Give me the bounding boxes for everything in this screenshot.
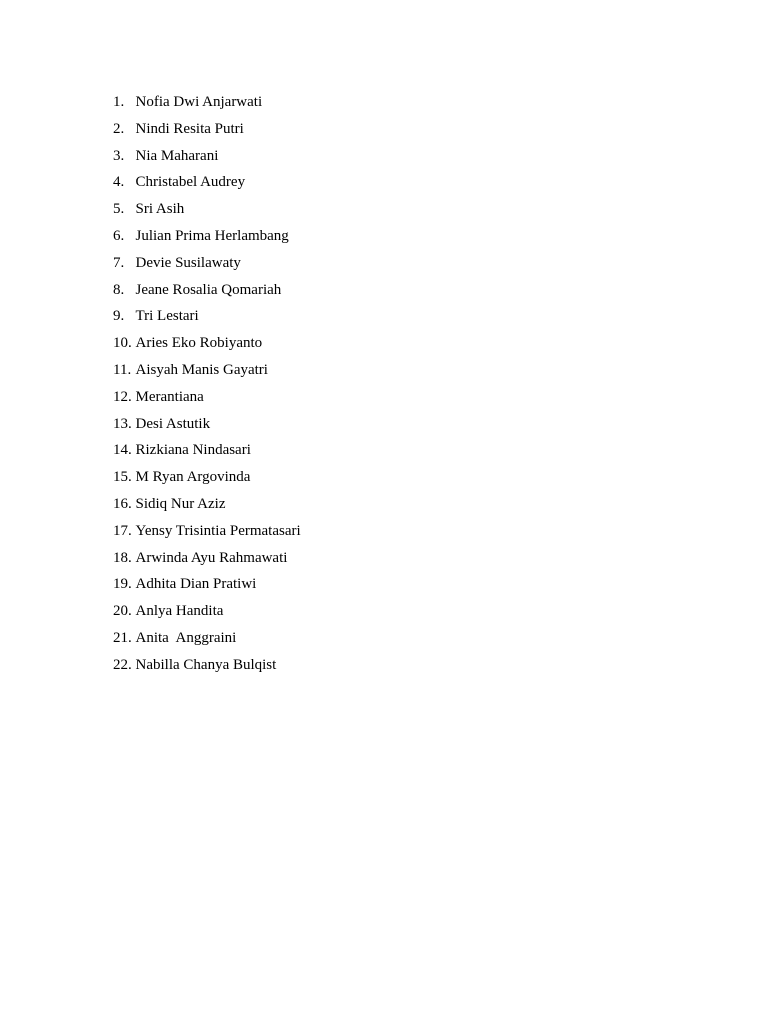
- list-item: [113, 172, 301, 199]
- list-item-number: 14.: [113, 442, 132, 459]
- name-list: [113, 92, 301, 682]
- list-item-name: M Ryan Argovinda: [135, 469, 251, 486]
- list-item-name: Adhita Dian Pratiwi: [135, 576, 257, 593]
- list-item: [113, 387, 301, 414]
- list-item-number: 9.: [113, 308, 125, 325]
- list-item: [113, 494, 301, 521]
- list-item-number: 21.: [113, 629, 132, 646]
- list-item-name: Devie Susilawaty: [135, 254, 241, 271]
- list-item: [113, 280, 301, 307]
- list-item-name: Aisyah Manis Gayatri: [135, 361, 268, 378]
- list-item-name: Merantiana: [135, 388, 204, 405]
- list-item-name: Anlya Handita: [135, 603, 224, 620]
- list-item-number: 13.: [113, 415, 132, 432]
- list-item-number: 2.: [113, 120, 125, 137]
- list-item-name: Nia Maharani: [135, 147, 219, 164]
- list-item-name: Julian Prima Herlambang: [135, 227, 289, 244]
- list-item-name: Nindi Resita Putri: [135, 120, 244, 137]
- list-item-name: Christabel Audrey: [135, 174, 246, 191]
- list-item: [113, 414, 301, 441]
- list-item-name: Desi Astutik: [135, 415, 211, 432]
- list-item: [113, 226, 301, 253]
- list-item: [113, 360, 301, 387]
- list-item-number: 22.: [113, 656, 132, 673]
- list-item-number: 16.: [113, 495, 132, 512]
- list-item-number: 19.: [113, 576, 132, 593]
- list-item-number: 6.: [113, 227, 125, 244]
- list-item: [113, 333, 301, 360]
- list-item: [113, 253, 301, 280]
- list-item-number: 20.: [113, 603, 132, 620]
- list-item-name: Yensy Trisintia Permatasari: [135, 522, 301, 539]
- list-item-number: 17.: [113, 522, 132, 539]
- list-item-name: Tri Lestari: [135, 308, 199, 325]
- list-item: [113, 655, 301, 682]
- list-item-number: 1.: [113, 94, 125, 110]
- list-item-number: 3.: [113, 147, 125, 164]
- list-item-name: Nabilla Chanya Bulqist: [135, 656, 277, 673]
- list-item: [113, 467, 301, 494]
- list-item-number: 8.: [113, 281, 125, 298]
- list-item: [113, 146, 301, 173]
- list-item-number: 15.: [113, 469, 132, 486]
- list-item-number: 10.: [113, 335, 132, 352]
- list-item-name: Jeane Rosalia Qomariah: [135, 281, 282, 298]
- list-item-number: 4.: [113, 174, 125, 191]
- list-item-name: Sidiq Nur Aziz: [135, 495, 226, 512]
- list-item-number: 5.: [113, 201, 125, 218]
- list-item-name: Arwinda Ayu Rahmawati: [135, 549, 288, 566]
- list-item: [113, 548, 301, 575]
- list-item-number: 7.: [113, 254, 125, 271]
- list-item-name: Aries Eko Robiyanto: [135, 335, 263, 352]
- list-item: [113, 628, 301, 655]
- list-item: [113, 440, 301, 467]
- list-item-name: Sri Asih: [135, 201, 185, 218]
- list-item: [113, 574, 301, 601]
- list-item-number: 11.: [113, 361, 132, 378]
- list-item: [113, 92, 301, 119]
- list-item: [113, 306, 301, 333]
- list-item-number: 12.: [113, 388, 132, 405]
- list-item: [113, 521, 301, 548]
- list-item: [113, 601, 301, 628]
- list-item-name: Rizkiana Nindasari: [135, 442, 251, 459]
- list-item: [113, 199, 301, 226]
- list-item: [113, 119, 301, 146]
- list-item-name: Nofia Dwi Anjarwati: [135, 94, 263, 110]
- list-item-number: 18.: [113, 549, 132, 566]
- list-item-name: Anita Anggraini: [135, 629, 237, 646]
